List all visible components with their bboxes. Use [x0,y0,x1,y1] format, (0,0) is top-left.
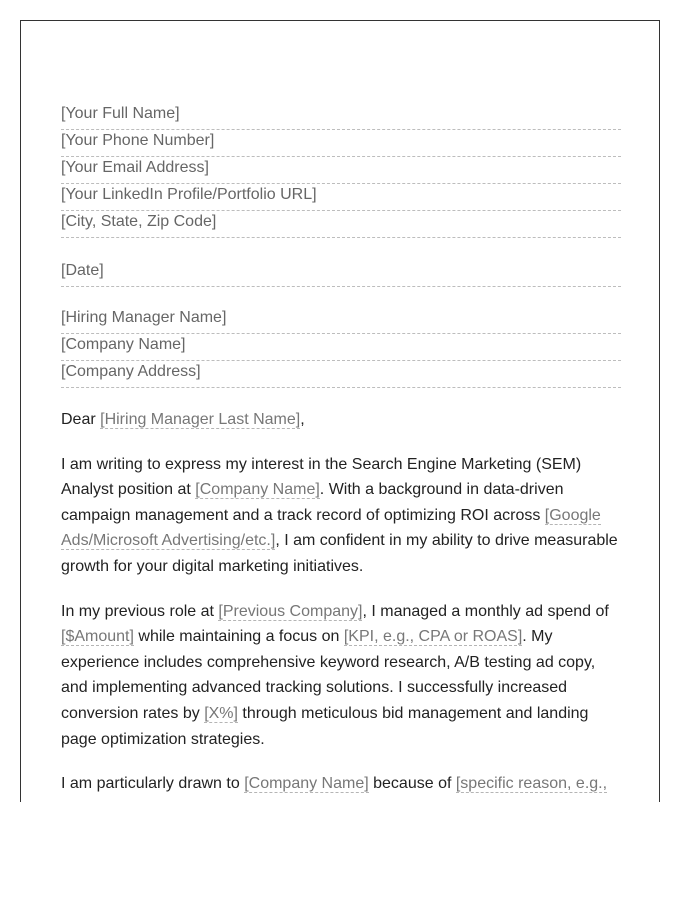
company-name-placeholder[interactable]: [Company Name] [244,775,369,793]
intro-text-1: I am writing to express my interest in the Search Engine Marketing (SEM) Analyst position at [61,455,582,499]
experience-text-2: , I managed a monthly ad spend of [362,602,609,620]
experience-paragraph [61,599,621,753]
intro-text-2: . With a background in data-driven campaign management and a track record of optimizing ROI across [61,481,564,524]
experience-text-3: while maintaining a focus on [133,628,344,646]
experience-text-5: through meticulous bid management and landing page optimization strategies. [61,704,589,748]
experience-text-1: In my previous role at [61,602,219,620]
company-address-field[interactable]: [Company Address] [61,361,621,388]
salutation-suffix: , [300,411,305,428]
experience-text-4: . My experience includes comprehensive keyword research, A/B testing ad copy, and implementing advanced tracking solutions. I successfully increased conversion rates by [61,628,596,722]
hiring-manager-last-name-placeholder[interactable]: [Hiring Manager Last Name] [100,411,301,428]
amount-placeholder[interactable]: [$Amount] [61,628,134,646]
company-name-placeholder[interactable]: [Company Name] [195,481,320,499]
previous-company-placeholder[interactable]: [Previous Company] [218,602,363,620]
intro-text-3: , I am confident in my ability to drive measurable growth for your digital marketing initiatives. [61,532,618,575]
recipient-info [61,307,621,388]
sender-phone-field[interactable]: [Your Phone Number] [61,130,621,157]
sender-linkedin-field[interactable]: [Your LinkedIn Profile/Portfolio URL] [61,184,621,211]
sender-email-field[interactable]: [Your Email Address] [61,157,621,184]
motivation-text-2: because of [368,775,456,793]
salutation [61,407,621,433]
kpi-placeholder[interactable]: [KPI, e.g., CPA or ROAS] [343,628,523,646]
specific-reason-placeholder[interactable]: [specific reason, e.g., [455,775,608,793]
spacer [61,238,621,260]
ad-platforms-placeholder[interactable]: [Google Ads/Microsoft Advertising/etc.] [61,506,601,550]
sender-full-name-field[interactable]: [Your Full Name] [61,103,621,130]
salutation-prefix: Dear [61,411,101,428]
intro-paragraph [61,452,621,580]
sender-info [61,103,621,238]
motivation-text-1: I am particularly drawn to [61,775,245,793]
company-name-field[interactable]: [Company Name] [61,334,621,361]
spacer [61,287,621,307]
date-field[interactable]: [Date] [61,260,621,287]
letter-content [61,103,621,797]
hiring-manager-field[interactable]: [Hiring Manager Name] [61,307,621,334]
percent-placeholder[interactable]: [X%] [204,704,238,722]
letter-page [20,20,660,802]
motivation-paragraph [61,771,621,797]
sender-city-field[interactable]: [City, State, Zip Code] [61,211,621,238]
